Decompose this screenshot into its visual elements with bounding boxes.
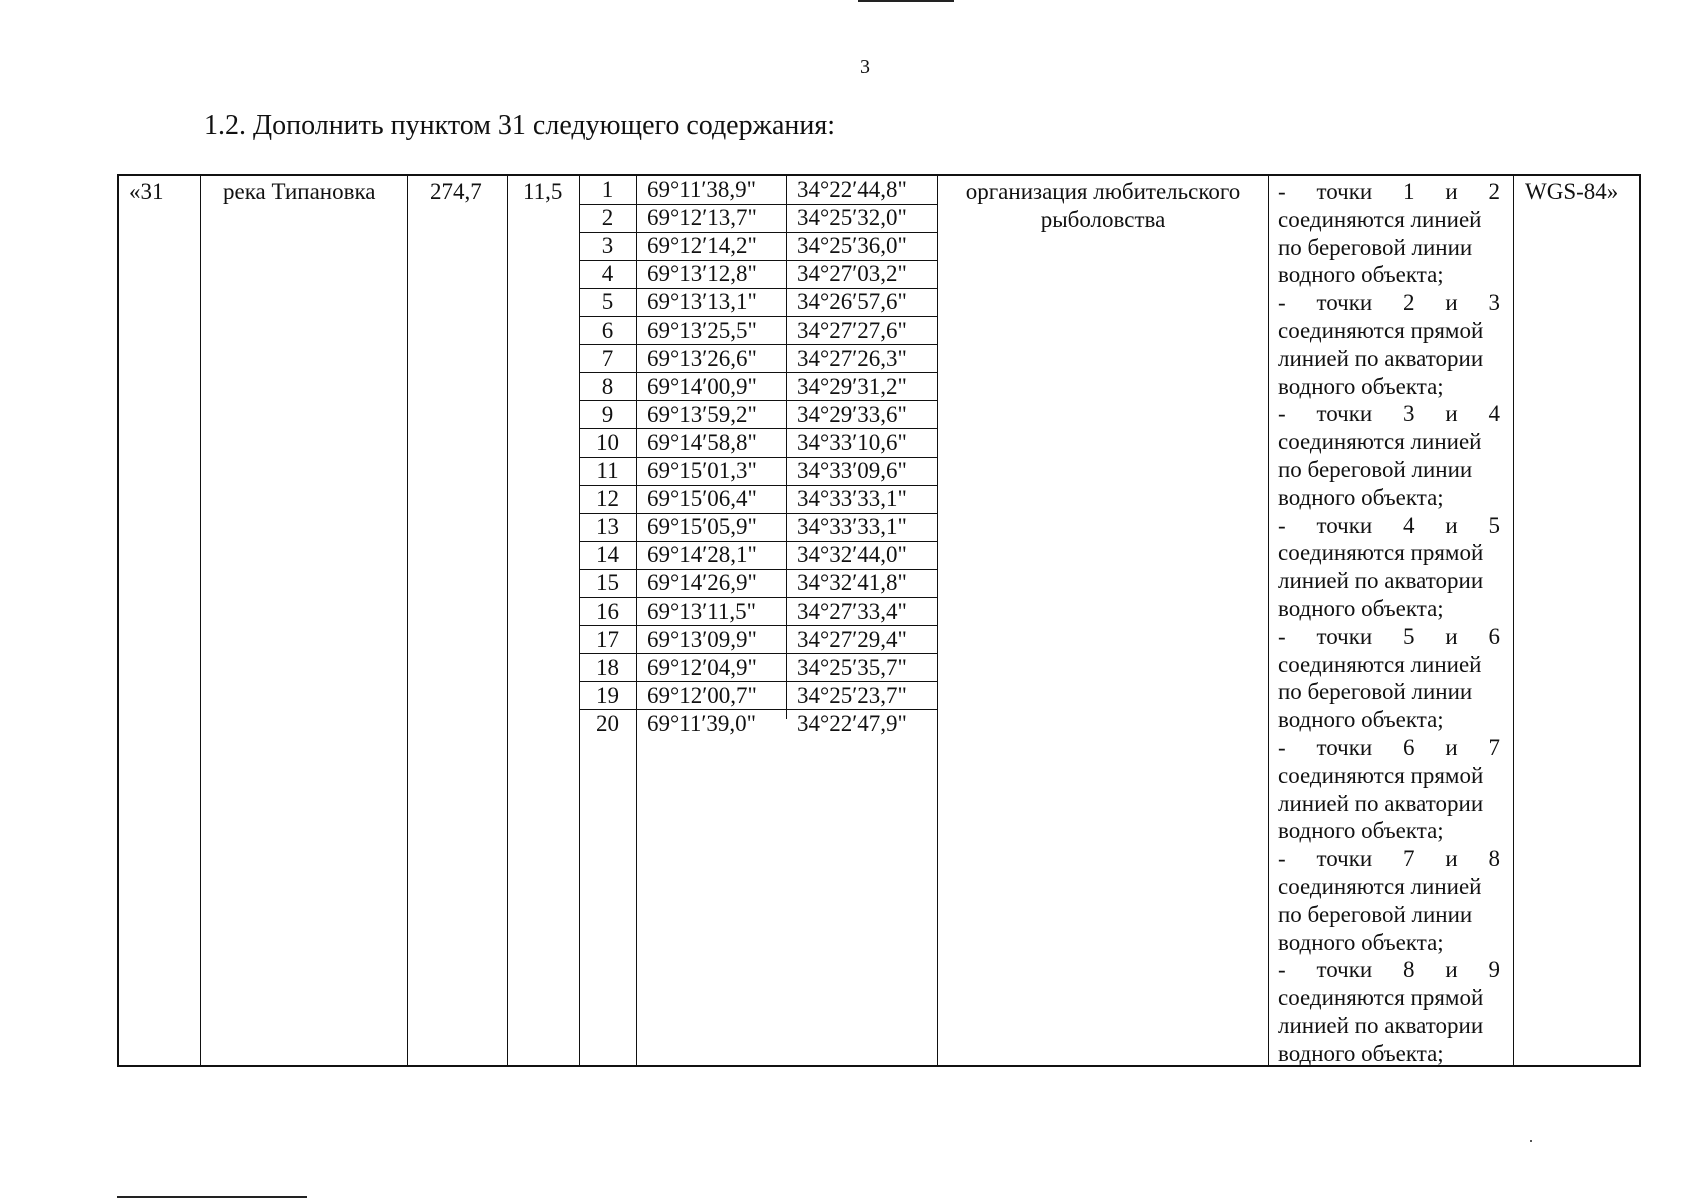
point-row (579, 288, 937, 316)
point-longitude: 34°27′33,4" (797, 598, 907, 624)
description-line: соединяются прямой (1278, 318, 1484, 343)
point-latitude: 69°14′00,9" (647, 373, 757, 399)
description-word: 5 (1488, 512, 1500, 538)
point-latitude: 69°12′04,9" (647, 654, 757, 680)
description-word: 6 (1488, 623, 1500, 649)
description-line: соединяются линией (1278, 874, 1482, 899)
point-longitude: 34°32′44,0" (797, 542, 907, 568)
point-latitude: 69°12′00,7" (647, 682, 757, 708)
description-word: точки (1316, 179, 1373, 204)
description-word: 2 (1488, 179, 1500, 204)
length-value: 11,5 (523, 179, 563, 204)
point-longitude: 34°25′23,7" (797, 682, 907, 708)
description-word: 8 (1488, 846, 1500, 872)
point-latitude: 69°14′58,8" (647, 429, 757, 455)
description-word: и (1445, 957, 1458, 983)
col-divider-3 (507, 176, 508, 1065)
point-row (579, 541, 937, 569)
point-longitude: 34°25′35,7" (797, 654, 907, 680)
point-longitude: 34°33′33,1" (797, 514, 907, 540)
description-word: и (1445, 290, 1458, 316)
description-point-pair (1278, 845, 1500, 873)
description-word: точки (1316, 957, 1373, 983)
point-number: 14 (596, 542, 619, 568)
description-word: 6 (1403, 735, 1415, 760)
top-scan-line (858, 0, 954, 2)
description-line: соединяются линией (1278, 429, 1482, 455)
area-value: 274,7 (430, 179, 482, 204)
description-line: водного объекта; (1278, 596, 1444, 621)
description-line: линией по акватории (1278, 568, 1484, 594)
description-point-pair (1278, 623, 1500, 651)
description-word: точки (1316, 401, 1373, 427)
purpose-line-1: организация любительского (965, 179, 1241, 204)
point-row (579, 626, 937, 654)
description-line: соединяются прямой (1278, 985, 1484, 1011)
point-number: 10 (596, 429, 619, 455)
description-point-pair (1278, 512, 1500, 540)
description-word: - (1278, 401, 1286, 427)
point-row (579, 513, 937, 541)
description-line: водного объекта; (1278, 262, 1444, 288)
point-row (579, 682, 937, 710)
point-longitude: 34°25′32,0" (797, 205, 907, 231)
description-word: и (1445, 623, 1458, 649)
point-latitude: 69°13′59,2" (647, 401, 757, 427)
col-divider-2 (407, 176, 408, 1065)
description-word: точки (1316, 623, 1373, 649)
description-word: 4 (1488, 401, 1500, 427)
col-divider-5 (937, 176, 938, 1065)
description-word: 5 (1403, 623, 1415, 649)
point-row (579, 485, 937, 513)
point-latitude: 69°12′13,7" (647, 205, 757, 231)
description-word: 3 (1403, 401, 1415, 427)
point-longitude: 34°33′33,1" (797, 486, 907, 512)
description-word: 7 (1488, 735, 1500, 760)
description-line: по береговой линии (1278, 234, 1473, 260)
purpose-line-2: рыболовства (1040, 207, 1166, 232)
description-line: водного объекта; (1278, 818, 1444, 844)
point-longitude: 34°26′57,6" (797, 289, 907, 315)
description-word: 1 (1403, 179, 1415, 204)
point-number: 19 (596, 682, 619, 708)
description-word: - (1278, 512, 1286, 538)
point-number: 2 (601, 205, 614, 231)
col-divider-7 (1513, 176, 1514, 1065)
point-number: 17 (596, 626, 619, 652)
description-word: - (1278, 846, 1286, 872)
description-word: 8 (1403, 957, 1415, 983)
point-longitude: 34°27′26,3" (797, 345, 907, 371)
bottom-scan-line (117, 1196, 307, 1198)
boundary-description (1278, 178, 1504, 1066)
description-point-pair (1278, 289, 1500, 317)
point-latitude: 69°13′13,1" (647, 289, 757, 315)
point-latitude: 69°15′05,9" (647, 514, 757, 540)
point-row (579, 710, 937, 738)
description-word: - (1278, 735, 1286, 760)
point-longitude: 34°32′41,8" (797, 570, 907, 596)
point-row (579, 654, 937, 682)
description-word: точки (1316, 290, 1373, 316)
point-longitude: 34°22′47,9" (797, 710, 907, 736)
description-word: точки (1316, 512, 1373, 538)
point-longitude: 34°27′29,4" (797, 626, 907, 652)
description-word: - (1278, 290, 1286, 316)
description-word: - (1278, 179, 1286, 204)
description-point-pair (1278, 400, 1500, 428)
description-word: - (1278, 957, 1286, 983)
points-list (579, 176, 937, 736)
scan-speck (1530, 1140, 1532, 1142)
description-word: и (1445, 401, 1458, 427)
point-number: 1 (601, 177, 614, 202)
description-line: водного объекта; (1278, 707, 1444, 733)
row-number: «31 (129, 179, 164, 204)
description-word: и (1445, 846, 1458, 872)
description-line: по береговой линии (1278, 901, 1473, 927)
description-line: линией по акватории (1278, 345, 1484, 371)
point-row (579, 569, 937, 597)
description-line: по береговой линии (1278, 679, 1473, 705)
point-row (579, 373, 937, 401)
point-number: 3 (601, 233, 614, 259)
description-word: 2 (1403, 290, 1415, 316)
point-latitude: 69°15′01,3" (647, 458, 757, 483)
point-latitude: 69°13′11,5" (647, 598, 757, 624)
point-row (579, 401, 937, 429)
point-longitude: 34°33′10,6" (797, 429, 907, 455)
point-row (579, 260, 937, 288)
description-word: - (1278, 623, 1286, 649)
description-word: 3 (1488, 290, 1500, 316)
point-row (579, 176, 937, 204)
point-number: 7 (601, 345, 614, 371)
point-number: 5 (601, 289, 614, 315)
description-point-pair (1278, 956, 1500, 984)
description-line: соединяются прямой (1278, 762, 1484, 788)
point-number: 4 (601, 261, 614, 287)
point-longitude: 34°29′33,6" (797, 401, 907, 427)
point-number: 20 (596, 710, 619, 736)
point-row (579, 317, 937, 345)
point-longitude: 34°27′03,2" (797, 261, 907, 287)
point-number: 15 (596, 570, 619, 596)
description-line: водного объекта; (1278, 1040, 1444, 1066)
description-line: водного объекта; (1278, 373, 1444, 399)
point-latitude: 69°14′26,9" (647, 570, 757, 596)
description-word: и (1445, 735, 1458, 760)
description-line: по береговой линии (1278, 457, 1473, 482)
description-word: точки (1316, 846, 1373, 872)
description-word: точки (1316, 735, 1373, 760)
point-number: 9 (601, 401, 614, 427)
point-latitude: 69°13′26,6" (647, 345, 757, 371)
point-number: 13 (596, 514, 619, 540)
description-line: соединяются линией (1278, 651, 1482, 677)
point-number: 18 (596, 654, 619, 680)
water-body-name: река Типановка (223, 179, 376, 204)
point-number: 8 (601, 373, 614, 399)
point-number: 12 (596, 486, 619, 512)
col-divider-1 (200, 176, 201, 1065)
point-number: 16 (596, 598, 619, 624)
point-number: 11 (596, 458, 619, 483)
point-latitude: 69°13′25,5" (647, 317, 757, 343)
description-word: и (1445, 179, 1458, 204)
description-word: 9 (1488, 957, 1500, 983)
point-row (579, 457, 937, 485)
point-longitude: 34°25′36,0" (797, 233, 907, 259)
point-latitude: 69°14′28,1" (647, 542, 757, 568)
point-row (579, 429, 937, 457)
description-word: 4 (1403, 512, 1415, 538)
point-latitude: 69°13′12,8" (647, 261, 757, 287)
point-latitude: 69°11′38,9" (647, 177, 757, 202)
description-line: соединяются прямой (1278, 540, 1484, 566)
fishing-area-table (117, 174, 1641, 1067)
description-word: 7 (1403, 846, 1415, 872)
point-longitude: 34°27′27,6" (797, 317, 907, 343)
point-latitude: 69°15′06,4" (647, 486, 757, 512)
point-row (579, 204, 937, 232)
point-longitude: 34°29′31,2" (797, 373, 907, 399)
point-row (579, 345, 937, 373)
description-word: и (1445, 512, 1458, 538)
description-point-pair (1278, 734, 1500, 762)
description-line: линией по акватории (1278, 790, 1484, 816)
point-latitude: 69°11′39,0" (647, 710, 757, 736)
point-number: 6 (601, 317, 614, 343)
page-number: 3 (860, 56, 870, 78)
point-latitude: 69°13′09,9" (647, 626, 757, 652)
description-line: линией по акватории (1278, 1013, 1484, 1038)
description-point-pair (1278, 178, 1500, 206)
point-latitude: 69°12′14,2" (647, 233, 757, 259)
description-line: водного объекта; (1278, 929, 1444, 955)
section-heading: 1.2. Дополнить пунктом 31 следующего содержания: (204, 110, 836, 141)
point-longitude: 34°33′09,6" (797, 458, 907, 483)
description-line: водного объекта; (1278, 484, 1444, 510)
coordinate-datum: WGS-84» (1525, 179, 1619, 204)
description-line: соединяются линией (1278, 206, 1482, 232)
point-longitude: 34°22′44,8" (797, 177, 907, 202)
point-row (579, 232, 937, 260)
point-row (579, 598, 937, 626)
col-divider-6 (1268, 176, 1269, 1065)
